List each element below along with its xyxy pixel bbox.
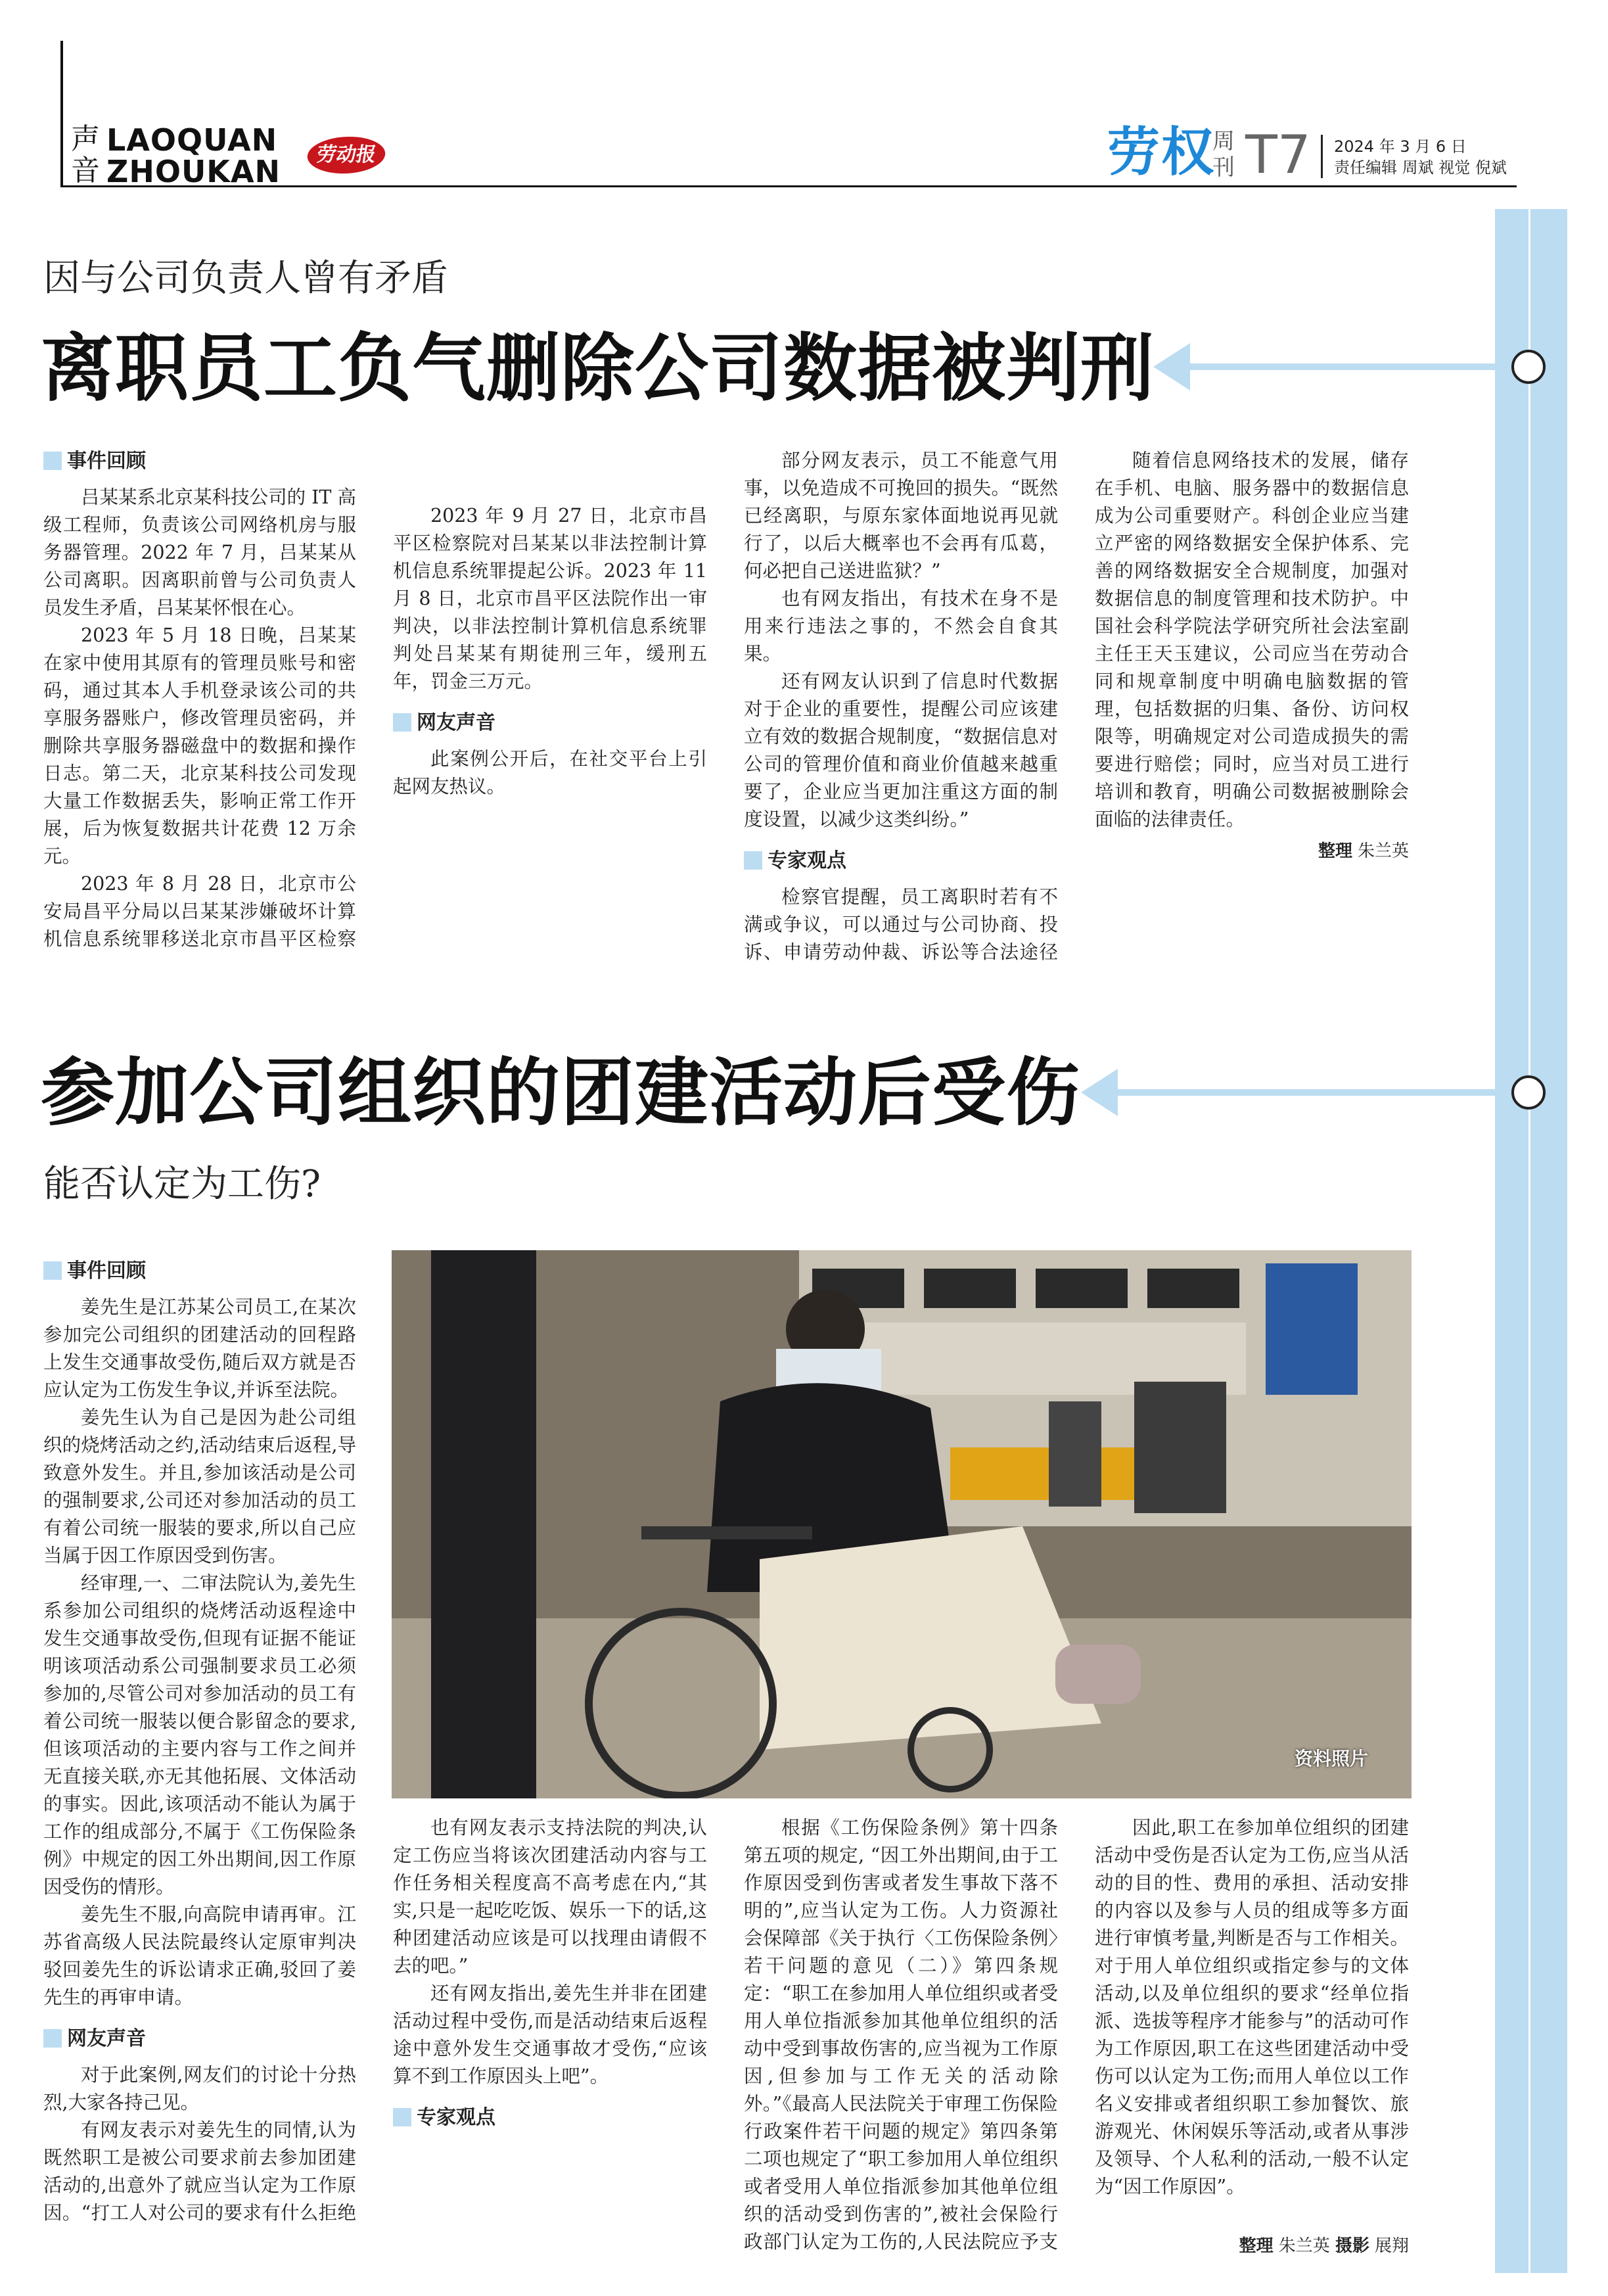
article2-section-review: 事件回顾 — [43, 1257, 356, 1286]
decorative-band-line — [1528, 209, 1530, 2273]
article1-section-review: 事件回顾 — [43, 447, 356, 476]
editor-credit: 责任编辑 周斌 视觉 倪斌 — [1334, 158, 1507, 177]
masthead-en-top: LAOQUAN — [106, 122, 278, 158]
article2-paragraph: 因此,职工在参加单位组织的团建活动中受伤是否认定为工伤,应当从活动的目的性、费用的承担、活动安排的内容以及参与人员的组成等多方面进行审慎考量,判断是否与工作相关。对于用人单位组织或指定参与的文体活动,以及单位组织的要求“经单位指派、选拔等程序才能参与”的活动可作为工作原因,职工在这些团建活动中受伤可以认定为工伤;而用人单位以工作名义安排或者组织职工参加餐饮、旅游观光、休闲娱乐等活动,或者从事涉及领导、个人私利的活动,一般不认定为“因工作原因”。 — [1095, 1817, 1409, 2197]
article1-paragraph: 2023 年 9 月 27 日，北京市昌平区检察院对吕某某以非法控制计算机信息系统罪提起公诉。2023 年 11 月 8 日，北京市昌平区法院作出一审判决，以非法控制计算机信息系统罪判处吕某某有期徒刑三年，缓刑五年，罚金三万元。 — [393, 505, 707, 692]
article2-paragraph: 有网友表示对姜先生的同情,认为既然职工是被公司要求前去参加团建活动的,出意外了就应当认定为工作原因。“打工人对公司的要求有什么拒绝 — [43, 2119, 356, 2224]
article2-paragraph: 经审理,一、二审法院认为,姜先生系参加公司组织的烧烤活动返程途中发生交通事故受伤,但现有证据不能证明该项活动系公司强制要求员工必须参加的,尽管公司对参加活动的员工有着公司统一服装以便合影留念的要求,但该项活动的主要内容与工作之间并无直接关联,亦无其他拓展、文体活动的事实。因此,该项活动不能认为属于工作的组成部分,不属于《工伤保险条例》中规定的因工外出期间,因工作原因受伤的情形。 — [43, 1572, 356, 1898]
newspaper-logo: 劳动报 — [304, 137, 388, 174]
article1-column-2 — [393, 447, 707, 801]
article1-signature: 整理 朱兰英 — [1318, 841, 1409, 861]
article1-paragraph: 2023 年 8 月 28 日，北京市公安局昌平分局以吕某某涉嫌破坏计算机信息系统罪移送北京市昌平区检察 — [43, 873, 356, 950]
article2-paragraph: 姜先生不服,向高院申请再审。江苏省高级人民法院最终认定原审判决驳回姜先生的诉讼请求正确,驳回了姜先生的再审申请。 — [43, 1904, 356, 2008]
decorative-band — [1495, 209, 1567, 2273]
section-marker-icon — [393, 2108, 411, 2126]
article2-column-3 — [744, 1814, 1058, 2256]
arrow-head-1 — [1153, 343, 1190, 390]
article1-paragraph: 也有网友指出，有技术在身不是用来行违法之事的，不然会自食其果。 — [744, 588, 1058, 665]
article2-headline: 参加公司组织的团建活动后受伤 — [41, 1050, 1080, 1136]
brand-sub-bottom: 刊 — [1212, 154, 1235, 181]
section-marker-icon — [393, 713, 411, 732]
article2-paragraph: 姜先生是江苏某公司员工,在某次参加完公司组织的团建活动的回程路上发生交通事故受伤,随后双方就是否应认定为工伤发生争议,并诉至法院。 — [43, 1296, 356, 1401]
article2-section-netizen: 网友声音 — [43, 2025, 356, 2053]
arrow-bar-2 — [1111, 1089, 1525, 1096]
article2-section-expert: 专家观点 — [393, 2103, 707, 2132]
section-marker-icon — [43, 452, 62, 470]
section-marker-icon — [43, 1261, 62, 1280]
issue-date: 2024 年 3 月 6 日 — [1334, 137, 1467, 156]
article2-paragraph: 也有网友表示支持法院的判决,认定工伤应当将该次团建活动内容与工作任务相关程度高不高考虑在内,“其实,只是一起吃吃饭、娱乐一下的话,这种团建活动应该是可以找理由请假不去的吧。” — [393, 1817, 707, 1977]
article2-paragraph: 姜先生认为自己是因为赴公司组织的烧烤活动之约,活动结束后返程,导致意外发生。并且,参加该活动是公司的强制要求,公司还对参加活动的员工有着公司统一服装的要求,所以自己应当属于因工作原因受到伤害。 — [43, 1407, 356, 1566]
article1-section-netizen: 网友声音 — [393, 709, 707, 738]
arrow-bar-1 — [1183, 363, 1525, 370]
timeline-circle-2 — [1511, 1075, 1546, 1110]
section-marker-icon — [744, 851, 762, 870]
article1-paragraph: 还有网友认识到了信息时代数据对于企业的重要性，提醒公司应该建立有效的数据合规制度，“数据信息对公司的管理价值和商业价值越来越重要了，企业应当更加注重这方面的制度设置，以减少这类纠纷。” — [744, 670, 1058, 830]
masthead-en-bottom: ZHOUKAN — [106, 154, 281, 189]
article1-headline: 离职员工负气删除公司数据被判刑 — [41, 325, 1155, 411]
article1-paragraph: 部分网友表示，员工不能意气用事，以免造成不可挽回的损失。“既然已经离职，与原东家体面地说再见就行了，以后大概率也不会再有瓜葛，何必把自己送进监狱？” — [744, 450, 1058, 582]
article1-paragraph: 随着信息网络技术的发展，储存在手机、电脑、服务器中的数据信息成为公司重要财产。科创企业应当建立严密的网络数据安全保护体系、完善的网络数据安全合规制度，加强对数据信息的制度管理和技术防护。中国社会科学院法学研究所社会法室副主任王天玉建议，公司应当在劳动合同和规章制度中明确电脑数据的管理，包括数据的归集、备份、访问权限等，明确规定对公司造成损失的需要进行赔偿；同时，应当对员工进行培训和教育，明确公司数据被删除会面临的法律责任。 — [1095, 450, 1409, 830]
section-marker-icon — [43, 2029, 62, 2048]
photo-credit: 资料照片 — [1294, 1748, 1368, 1769]
article2-paragraph: 还有网友指出,姜先生并非在团建活动过程中受伤,而是活动结束后返程途中意外发生交通事故才受伤,“应该算不到工作原因头上吧”。 — [393, 1982, 707, 2087]
article2-column-2 — [393, 1814, 707, 2140]
article1-paragraph: 2023 年 5 月 18 日晚，吕某某在家中使用其原有的管理员账号和密码，通过其本人手机登录该公司的共享服务器账户，修改管理员密码，并删除共享服务器磁盘中的数据和操作日志。第二天，北京某科技公司发现大量工作数据丢失，影响正常工作开展，后为恢复数据共计花费 12 万余元。 — [43, 624, 356, 867]
article2-kicker: 能否认定为工伤? — [43, 1163, 321, 1206]
article1-column-1 — [43, 447, 356, 953]
article2-signature: 整理 朱兰英 摄影 展翔 — [1239, 2236, 1409, 2256]
column-brand: 劳权 — [1107, 122, 1215, 183]
masthead-rule-vertical — [60, 41, 63, 187]
masthead-cn-bottom: 音 — [71, 154, 100, 187]
article1-column-4 — [1095, 447, 1409, 865]
article2-column-4 — [1095, 1814, 1409, 2260]
page-number: T7 — [1245, 124, 1311, 185]
masthead-separator — [1321, 135, 1323, 178]
timeline-circle-1 — [1511, 350, 1546, 384]
article1-column-3 — [744, 447, 1058, 966]
article1-section-expert: 专家观点 — [744, 847, 1058, 876]
article1-paragraph: 吕某某系北京某科技公司的 IT 高级工程师，负责该公司网络机房与服务器管理。2022 年 7 月，吕某某从公司离职。因离职前曾与公司负责人员发生矛盾，吕某某怀恨在心。 — [43, 486, 356, 619]
brand-sub-top: 周 — [1212, 128, 1235, 154]
masthead-cn-top: 声 — [71, 122, 100, 156]
article2-paragraph: 对于此案例,网友们的讨论十分热烈,大家各持己见。 — [43, 2064, 356, 2113]
article2-column-1 — [43, 1257, 356, 2227]
article1-paragraph: 此案例公开后，在社交平台上引起网友热议。 — [393, 748, 707, 797]
article1-kicker: 因与公司负责人曾有矛盾 — [43, 257, 448, 300]
hospital-scene-illustration — [392, 1250, 1412, 1798]
article1-paragraph: 检察官提醒，员工离职时若有不满或争议，可以通过与公司协商、投诉、申请劳动仲裁、诉讼等合法途径 — [744, 886, 1058, 963]
article2-paragraph: 根据《工伤保险条例》第十四条第五项的规定, “因工外出期间,由于工作原因受到伤害或者发生事故下落不明的”,应当认定为工伤。人力资源社会保障部《关于执行〈工伤保险条例〉若干问题的意见（二）》第四条规定：“职工在参加用人单位组织或者受用人单位指派参加其他单位组织的活动中受到事故伤害的,应当视为工作原因,但参加与工作无关的活动除外。”《最高人民法院关于审理工伤保险行政案件若干问题的规定》第四条第二项也规定了“职工参加用人单位组织或者受用人单位指派参加其他单位组织的活动受到伤害的”,被社会保险行政部门认定为工伤的,人民法院应予支 — [744, 1817, 1058, 2253]
article2-photo — [392, 1250, 1412, 1798]
arrow-head-2 — [1081, 1069, 1118, 1116]
